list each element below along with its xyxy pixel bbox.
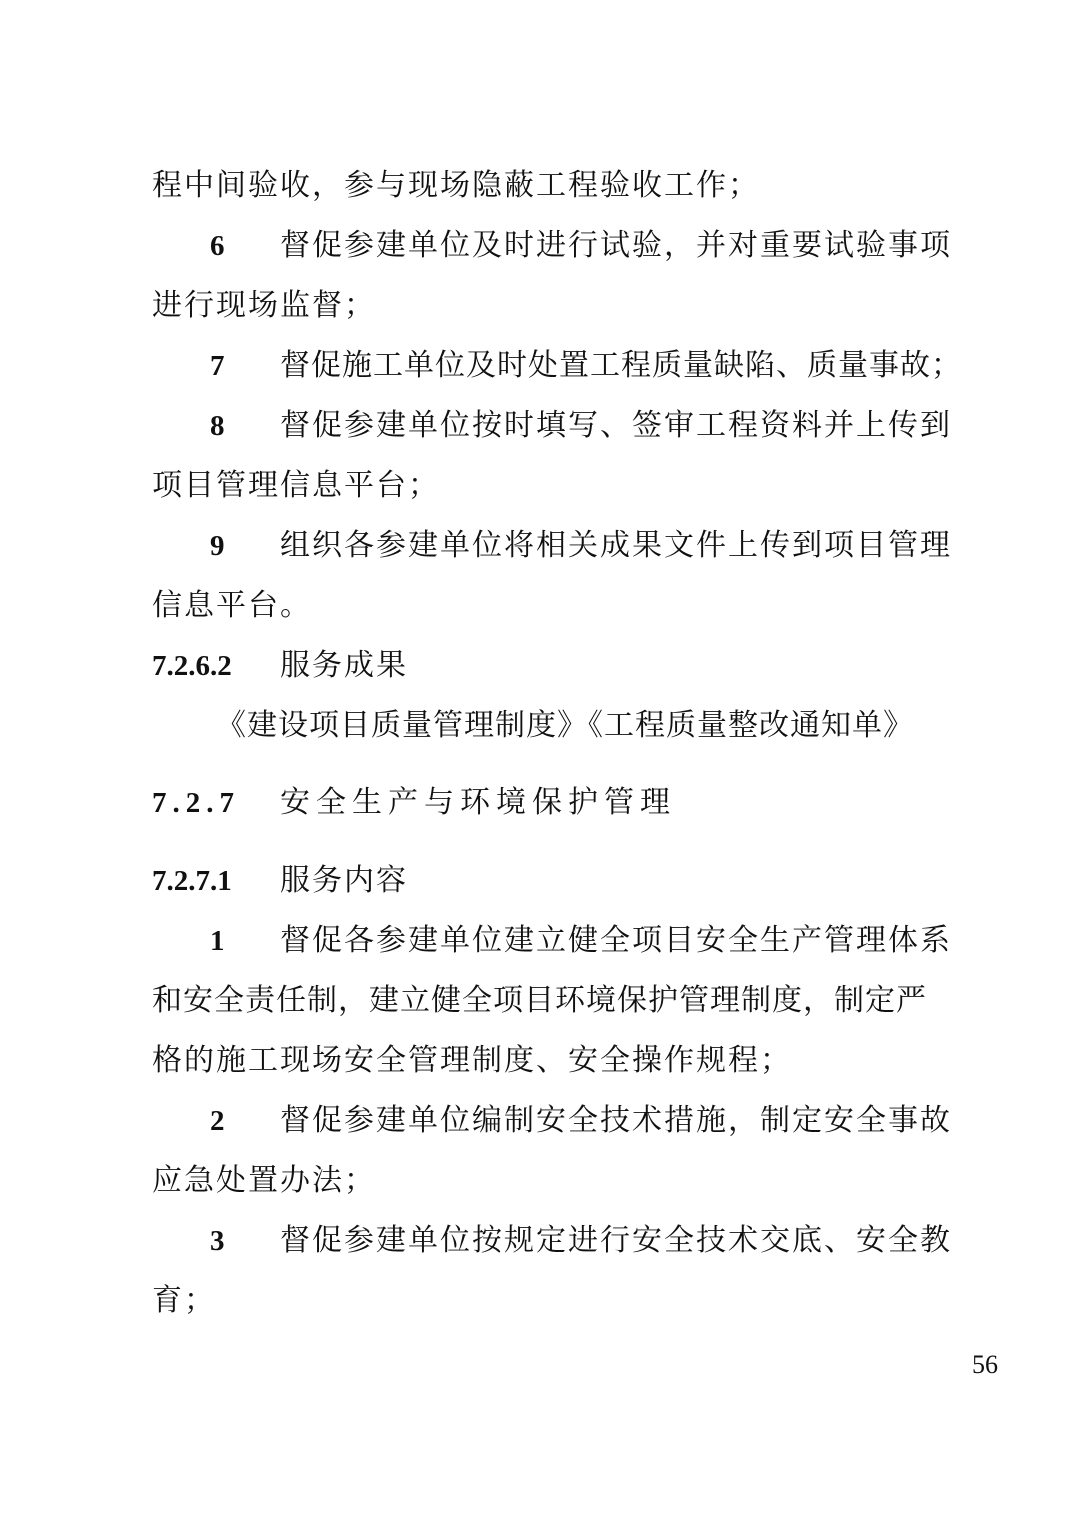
paragraph-line: 程中间验收，参与现场隐蔽工程验收工作；	[152, 168, 760, 203]
item-9-continuation: 信息平台。	[152, 588, 312, 623]
item-number-9: 9	[210, 530, 225, 562]
item-8-text: 督促参建单位按时填写、签审工程资料并上传到	[280, 408, 952, 443]
item-number-8: 8	[210, 410, 225, 442]
item-number-2: 2	[210, 1105, 225, 1137]
item-6-continuation: 进行现场监督；	[152, 288, 376, 323]
item-7-text: 督促施工单位及时处置工程质量缺陷、质量事故；	[280, 348, 962, 383]
section-title-7271: 服务内容	[280, 863, 408, 898]
item-1-text: 督促各参建单位建立健全项目安全生产管理体系	[280, 923, 952, 958]
item-number-6: 6	[210, 230, 225, 262]
item-2-text: 督促参建单位编制安全技术措施，制定安全事故	[280, 1103, 952, 1138]
section-number-7262: 7.2.6.2	[152, 650, 232, 682]
item-3-text: 督促参建单位按规定进行安全技术交底、安全教	[280, 1223, 952, 1258]
section-title-7262: 服务成果	[280, 648, 408, 683]
section-number-727: 7.2.7	[152, 787, 240, 819]
item-number-7: 7	[210, 350, 225, 382]
page-number: 56	[972, 1350, 998, 1379]
item-2-continuation: 应急处置办法；	[152, 1163, 376, 1198]
item-9-text: 组织各参建单位将相关成果文件上传到项目管理	[280, 528, 952, 563]
item-3-continuation: 育；	[152, 1283, 216, 1318]
item-1-continuation: 格的施工现场安全管理制度、安全操作规程；	[152, 1043, 792, 1078]
item-1-continuation: 和安全责任制，建立健全项目环境保护管理制度，制定严	[152, 983, 927, 1018]
item-number-1: 1	[210, 925, 225, 957]
section-number-7271: 7.2.7.1	[152, 865, 232, 897]
item-6-text: 督促参建单位及时进行试验，并对重要试验事项	[280, 228, 952, 263]
section-7262-body: 《建设项目质量管理制度》《工程质量整改通知单》	[216, 708, 914, 743]
item-number-3: 3	[210, 1225, 225, 1257]
item-8-continuation: 项目管理信息平台；	[152, 468, 440, 503]
section-title-727: 安全生产与环境保护管理	[280, 785, 676, 820]
